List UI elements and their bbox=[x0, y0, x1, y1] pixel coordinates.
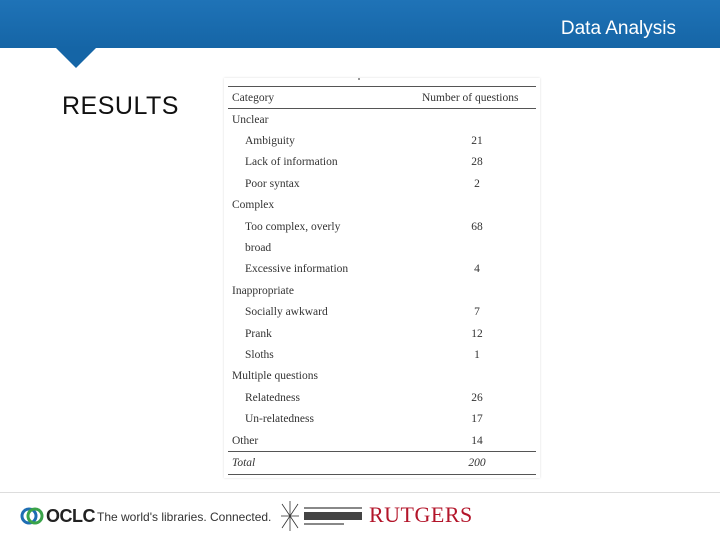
header-notch bbox=[56, 48, 96, 68]
header-title: Data Analysis bbox=[560, 18, 676, 39]
imls-logo-icon bbox=[280, 500, 366, 532]
rutgers-wordmark: RUTGERS bbox=[369, 502, 473, 527]
table-row bbox=[228, 237, 536, 258]
row-count-value: 1 bbox=[474, 348, 480, 361]
row-category-label: Complex bbox=[232, 199, 275, 212]
row-category-label: Poor syntax bbox=[245, 177, 300, 190]
table-row bbox=[228, 344, 536, 365]
row-count-value: 21 bbox=[471, 135, 483, 148]
row-category-label: Inappropriate bbox=[232, 284, 294, 297]
table-row bbox=[228, 216, 536, 237]
row-count-value bbox=[418, 109, 536, 131]
table-row bbox=[228, 195, 536, 216]
row-count-value: 68 bbox=[471, 220, 483, 233]
row-category-label: Unclear bbox=[232, 113, 269, 126]
slide-footer bbox=[0, 496, 720, 540]
row-count-value: 26 bbox=[471, 391, 483, 404]
table-total-row bbox=[228, 452, 536, 474]
slide-header bbox=[0, 0, 720, 48]
row-count-value: 17 bbox=[471, 413, 483, 426]
table-row bbox=[228, 430, 536, 452]
table-row bbox=[228, 130, 536, 151]
table-row bbox=[228, 302, 536, 323]
table-row bbox=[228, 323, 536, 344]
row-count-value: 12 bbox=[471, 327, 483, 340]
footer-divider bbox=[0, 492, 720, 493]
slide-heading: RESULTS bbox=[62, 92, 179, 120]
total-value: 200 bbox=[418, 452, 536, 474]
table-row bbox=[228, 366, 536, 387]
column-header-category: Category bbox=[228, 87, 418, 109]
row-count-value bbox=[418, 237, 536, 258]
row-category-label: Other bbox=[232, 434, 259, 447]
row-count-value bbox=[418, 366, 536, 387]
row-count-value bbox=[418, 280, 536, 301]
row-category-label: Too complex, overly bbox=[245, 220, 341, 233]
row-category-label: Lack of information bbox=[245, 156, 338, 169]
row-count-value: 14 bbox=[471, 434, 483, 447]
oclc-tagline: The world's libraries. Connected. bbox=[97, 510, 272, 524]
row-category-label: Excessive information bbox=[245, 263, 349, 276]
row-count-value: 2 bbox=[474, 177, 480, 190]
table-row bbox=[228, 109, 536, 131]
row-count-value: 28 bbox=[471, 156, 483, 169]
row-category-label: Un-relatedness bbox=[245, 413, 314, 426]
results-table-image bbox=[224, 78, 540, 478]
row-category-label: Relatedness bbox=[245, 391, 300, 404]
total-label: Total bbox=[228, 452, 418, 474]
row-count-value bbox=[418, 195, 536, 216]
table-row bbox=[228, 280, 536, 301]
table-body bbox=[228, 109, 536, 475]
row-category-label: Prank bbox=[245, 327, 272, 340]
decorative-dot bbox=[358, 78, 360, 80]
table-row bbox=[228, 173, 536, 194]
column-header-count: Number of questions bbox=[418, 87, 536, 109]
row-category-label: Multiple questions bbox=[232, 370, 318, 383]
row-category-label: broad bbox=[245, 242, 272, 255]
table-row bbox=[228, 259, 536, 280]
results-table bbox=[228, 86, 536, 475]
table-row bbox=[228, 408, 536, 429]
row-count-value: 4 bbox=[474, 263, 480, 276]
oclc-logo-icon bbox=[20, 504, 44, 528]
row-category-label: Sloths bbox=[245, 348, 274, 361]
table-row bbox=[228, 387, 536, 408]
table-header-row bbox=[228, 87, 536, 109]
row-count-value: 7 bbox=[474, 306, 480, 319]
row-category-label: Socially awkward bbox=[245, 306, 328, 319]
oclc-wordmark: OCLC bbox=[46, 506, 95, 526]
table-row bbox=[228, 152, 536, 173]
row-category-label: Ambiguity bbox=[245, 135, 295, 148]
